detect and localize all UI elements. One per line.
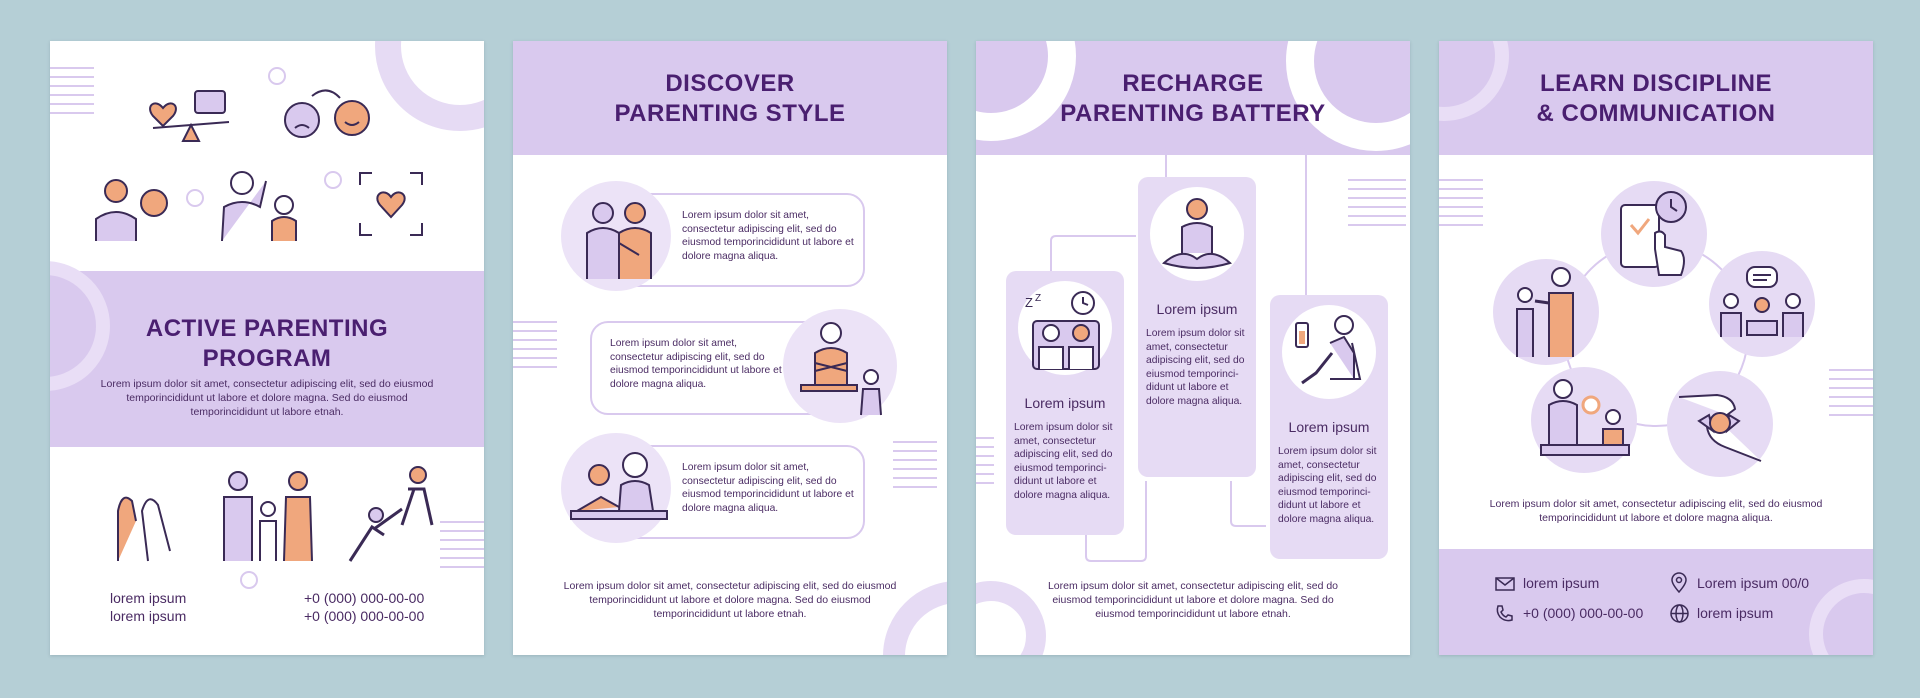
page-title: DISCOVER PARENTING STYLE — [614, 70, 846, 127]
envelope-icon — [1495, 577, 1515, 591]
title-band — [513, 41, 947, 155]
column-text: Lorem ipsum dolor sit amet, consectetur adipiscing elit, sed do eiusmod temporincididunt ut labore et dolore magna aliqua. — [1278, 446, 1377, 525]
contact-phone: +0 (000) 000-00-00 — [304, 608, 425, 624]
playing-with-child-icon — [220, 161, 310, 241]
playing-together-icon — [1541, 379, 1629, 461]
brochure-page-active-parenting — [50, 41, 484, 655]
page-footer-text: Lorem ipsum dolor sit amet, consectetur adipiscing elit, sed do eiusmod temporincididunt ut labore et dolore magna. Sed do eiusmod temporincididunt ut labore etnah. — [1047, 580, 1339, 620]
helping-climb-icon — [348, 465, 448, 561]
comforting-hug-icon — [579, 199, 659, 279]
title-band — [1439, 41, 1873, 155]
heart-balance-icon — [145, 86, 235, 146]
schedule-phone-icon — [1615, 189, 1695, 279]
card-text: Lorem ipsum dolor sit amet, consectetur adipiscing elit, sed do eiusmod temporincididunt ut labore et dolore magna aliqua. — [610, 338, 782, 390]
crossed-arms-parent-icon — [801, 319, 891, 415]
decor-stripes — [976, 437, 994, 487]
relaxing-chair-icon — [1292, 313, 1368, 395]
decor-stripes — [513, 321, 557, 371]
svg-text:Z: Z — [1025, 295, 1033, 310]
page-description: Lorem ipsum dolor sit amet, consectetur adipiscing elit, sed do eiusmod temporincididunt ut labore et dolore magna aliqua. — [1489, 498, 1823, 524]
battery-column-1 — [1006, 271, 1124, 535]
svg-text:Z: Z — [1035, 293, 1042, 304]
page-title: LEARN DISCIPLINE & COMMUNICATION — [1536, 70, 1776, 127]
battery-column-3 — [1270, 295, 1388, 559]
contact-right — [304, 589, 424, 625]
family-icon — [218, 469, 318, 561]
parent-with-child-icon — [94, 171, 184, 241]
holding-hands-icon — [108, 471, 178, 561]
homework-help-icon — [571, 451, 667, 531]
brochure-page-discipline-communication — [1439, 41, 1873, 655]
column-heading: Lorem ipsum — [1288, 419, 1370, 435]
column-heading: Lorem ipsum — [1156, 301, 1238, 317]
brochure-page-recharge-battery — [976, 41, 1410, 655]
page-description: Lorem ipsum dolor sit amet, consectetur adipiscing elit, sed do eiusmod temporincididunt ut labore et dolore magna. Sed do eiusmod temporincididunt ut labore etnah. — [100, 378, 434, 418]
contact-left — [110, 589, 186, 625]
contact-line: lorem ipsum — [110, 608, 187, 624]
sleeping-couple-icon — [1023, 289, 1107, 369]
giving-candy-icon — [1677, 387, 1763, 461]
contact-web: lorem ipsum — [1697, 605, 1774, 621]
card-text: Lorem ipsum dolor sit amet, consectetur adipiscing elit, sed do eiusmod temporincididunt ut labore et dolore magna aliqua. — [682, 210, 854, 262]
contact-line: lorem ipsum — [110, 590, 187, 606]
meditation-icon — [1162, 197, 1232, 277]
contact-location: Lorem ipsum 00/0 — [1697, 575, 1810, 591]
contact-phone: +0 (000) 000-00-00 — [1523, 605, 1644, 621]
column-text: Lorem ipsum dolor sit amet, consectetur adipiscing elit, sed do eiusmod temporincididunt ut labore et dolore magna aliqua. — [1146, 328, 1245, 407]
title-band — [50, 271, 484, 447]
phone-icon — [1495, 605, 1513, 623]
decor-stripes — [1439, 179, 1483, 229]
column-text: Lorem ipsum dolor sit amet, consectetur adipiscing elit, sed do eiusmod temporincididunt ut labore et dolore magna aliqua. — [1014, 422, 1113, 501]
decor-dot — [324, 171, 342, 189]
page-footer-text: Lorem ipsum dolor sit amet, consectetur adipiscing elit, sed do eiusmod temporincididunt ut labore et dolore magna. Sed do eiusmod temporincididunt ut labore etnah. — [563, 580, 897, 620]
decor-stripes — [893, 441, 937, 491]
column-heading: Lorem ipsum — [1024, 395, 1106, 411]
decor-stripes — [1829, 369, 1873, 419]
globe-icon — [1670, 604, 1689, 623]
decor-stripes — [50, 67, 94, 117]
battery-column-2 — [1138, 177, 1256, 477]
page-title: ACTIVE PARENTING PROGRAM — [145, 315, 389, 372]
decor-dot — [268, 67, 286, 85]
contacts-band — [1439, 549, 1873, 655]
mood-change-icon — [282, 86, 382, 146]
heart-frame-icon — [356, 169, 426, 239]
decor-ring — [1809, 579, 1873, 655]
card-text: Lorem ipsum dolor sit amet, consectetur adipiscing elit, sed do eiusmod temporincididunt ut labore et dolore magna aliqua. — [682, 462, 854, 514]
location-pin-icon — [1671, 573, 1687, 593]
brochure-page-parenting-style — [513, 41, 947, 655]
scolding-icon — [1511, 267, 1585, 357]
contact-phone: +0 (000) 000-00-00 — [304, 590, 425, 606]
contact-email: lorem ipsum — [1523, 575, 1600, 591]
decor-ring — [375, 41, 484, 131]
decor-dot — [240, 571, 258, 589]
family-talk-icon — [1717, 267, 1807, 343]
page-title: RECHARGE PARENTING BATTERY — [1060, 70, 1326, 127]
decor-stripes — [440, 521, 484, 571]
decor-dot — [186, 189, 204, 207]
decor-stripes — [1348, 179, 1406, 229]
